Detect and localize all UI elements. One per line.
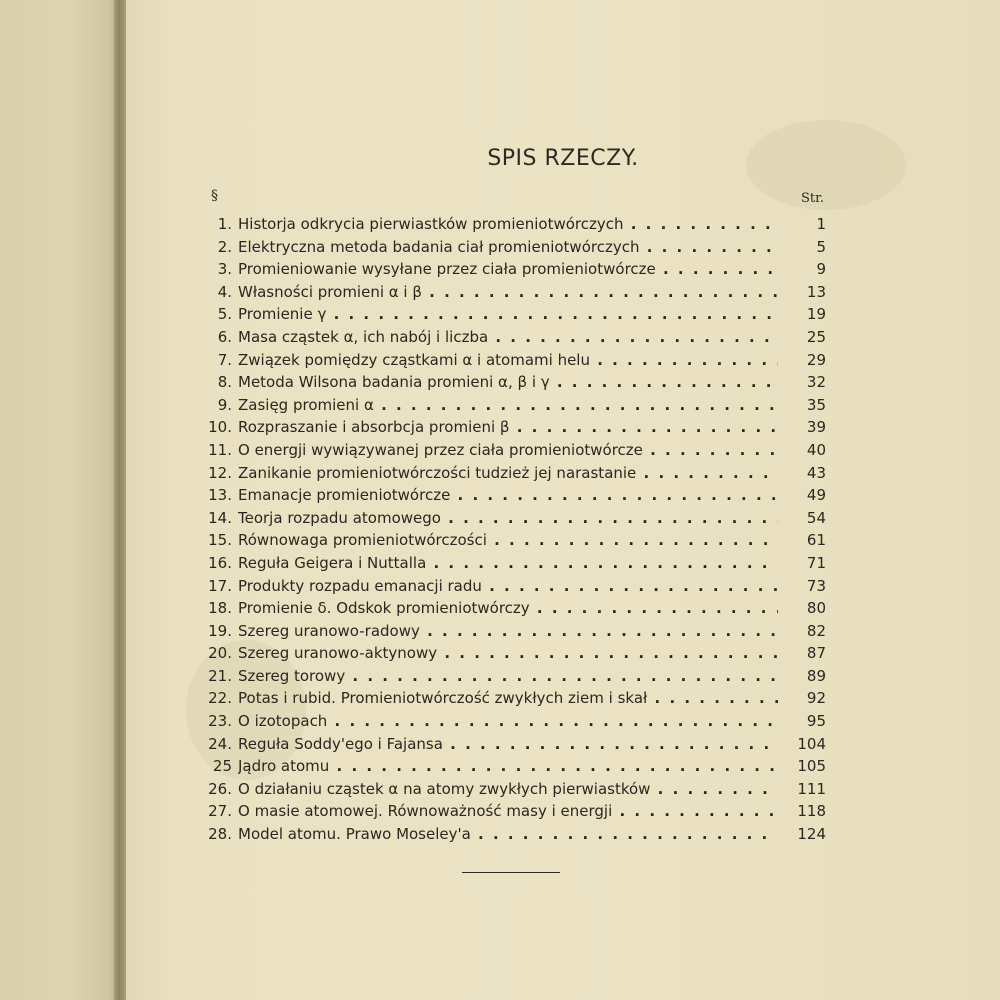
entry-title: Elektryczna metoda badania ciał promieniotwórczych . . . xyxy=(238,236,778,259)
entry-page: 73 xyxy=(806,576,826,595)
toc-entry xyxy=(190,529,826,552)
toc-entry xyxy=(190,281,826,304)
entry-page: 1 xyxy=(816,215,826,233)
toc-entry xyxy=(190,710,826,733)
toc-entry xyxy=(190,258,826,281)
entry-title: Promienie δ. Odskok promieniotwórczy . . . xyxy=(238,597,778,620)
entry-page: 105 xyxy=(797,757,826,776)
entry-number: 4. xyxy=(217,282,232,301)
entry-page: 89 xyxy=(806,666,826,685)
entry-number: 5. xyxy=(217,305,232,324)
entry-number: 19. xyxy=(208,621,232,640)
entry-page: 87 xyxy=(806,644,826,663)
entry-page: 13 xyxy=(806,282,826,301)
page-title: SPIS RZECZY. xyxy=(487,146,639,171)
entry-number: 20. xyxy=(208,644,232,663)
entry-number: 3. xyxy=(217,260,232,279)
entry-title: Produkty rozpadu emanacji radu . . . xyxy=(238,575,778,598)
toc-entry xyxy=(190,620,826,643)
entry-page: 95 xyxy=(806,712,826,731)
entry-title: Promieniowanie wysyłane przez ciała promieniotwórcze . . . xyxy=(238,258,778,281)
toc-entry xyxy=(190,597,826,620)
entry-number: 12. xyxy=(208,463,232,482)
toc-entry xyxy=(190,687,826,710)
entry-page: 5 xyxy=(816,237,826,256)
toc-entry xyxy=(190,800,826,823)
section-symbol: § xyxy=(211,188,218,204)
entry-page: 71 xyxy=(806,553,826,572)
entry-title: Własności promieni α i β . . . xyxy=(238,281,778,304)
entry-page: 19 xyxy=(806,305,826,324)
left-page xyxy=(0,0,118,1000)
entry-page: 49 xyxy=(806,486,826,505)
entry-number: 8. xyxy=(217,373,232,392)
entry-page: 61 xyxy=(806,531,826,550)
entry-page: 124 xyxy=(797,825,826,844)
toc-entry xyxy=(190,371,826,394)
entry-number: 18. xyxy=(208,599,232,618)
entry-number: 2. xyxy=(217,237,232,256)
entry-page: 111 xyxy=(797,779,826,798)
entry-number: 10. xyxy=(208,418,232,437)
entry-page: 40 xyxy=(806,440,826,459)
entry-title: Zanikanie promieniotwórczości tudzież jej narastanie . . . xyxy=(238,462,778,485)
entry-page: 92 xyxy=(806,689,826,708)
entry-title: Model atomu. Prawo Moseley'a . . . xyxy=(238,823,778,846)
entry-page: 82 xyxy=(806,621,826,640)
entry-title: Metoda Wilsona badania promieni α, β i γ . . . xyxy=(238,371,778,394)
entry-title: Reguła Soddy'ego i Fajansa . . . xyxy=(238,733,778,756)
entry-title: O izotopach . . . xyxy=(238,710,778,733)
entry-number: 11. xyxy=(208,440,232,459)
entry-title: O działaniu cząstek α na atomy zwykłych pierwiastków . . . xyxy=(238,778,778,801)
entry-page: 9 xyxy=(816,260,826,279)
entry-title: Reguła Geigera i Nuttalla . . . xyxy=(238,552,778,575)
entry-number: 15. xyxy=(208,531,232,550)
entry-number: 16. xyxy=(208,553,232,572)
toc-entry xyxy=(190,236,826,259)
entry-title: Emanacje promieniotwórcze . . . xyxy=(238,484,778,507)
toc-entry xyxy=(190,552,826,575)
entry-page: 104 xyxy=(797,734,826,753)
entry-page: 118 xyxy=(797,802,826,821)
entry-title: O energji wywiązywanej przez ciała promieniotwórcze . . . xyxy=(238,439,778,462)
entry-number: 28. xyxy=(208,825,232,844)
entry-title: Teorja rozpadu atomowego . . . xyxy=(238,507,778,530)
toc-entry xyxy=(190,349,826,372)
entry-page: 80 xyxy=(806,599,826,618)
entry-page: 32 xyxy=(806,373,826,392)
entry-page: 35 xyxy=(806,395,826,414)
entry-title: Jądro atomu . . . xyxy=(238,755,778,778)
toc-entry xyxy=(190,394,826,417)
toc-entry xyxy=(190,326,826,349)
entry-number: 26. xyxy=(208,779,232,798)
entry-number: 25 xyxy=(212,757,232,776)
toc-entry xyxy=(190,416,826,439)
toc-entry xyxy=(190,484,826,507)
entry-title: Równowaga promieniotwórczości . . . xyxy=(238,529,778,552)
entry-number: 6. xyxy=(217,327,232,346)
entry-number: 22. xyxy=(208,689,232,708)
entry-number: 27. xyxy=(208,802,232,821)
entry-title: Masa cząstek α, ich nabój i liczba . . . xyxy=(238,326,778,349)
entry-title: Rozpraszanie i absorbcja promieni β . . . xyxy=(238,416,778,439)
entry-number: 13. xyxy=(208,486,232,505)
toc-entry xyxy=(190,665,826,688)
entry-page: 25 xyxy=(806,327,826,346)
entry-title: Historja odkrycia pierwiastków promieniotwórczych . . . xyxy=(238,213,778,236)
toc-entry xyxy=(190,462,826,485)
toc-entry xyxy=(190,213,826,236)
entry-number: 17. xyxy=(208,576,232,595)
toc-entry xyxy=(190,778,826,801)
entry-number: 7. xyxy=(217,350,232,369)
toc-entry xyxy=(190,733,826,756)
page-column-header: Str. xyxy=(800,191,824,206)
table-of-contents xyxy=(190,213,826,846)
entry-title: Szereg uranowo-aktynowy . . . xyxy=(238,642,778,665)
entry-number: 21. xyxy=(208,666,232,685)
entry-number: 24. xyxy=(208,734,232,753)
entry-number: 14. xyxy=(208,508,232,527)
entry-title: Szereg uranowo-radowy . . . xyxy=(238,620,778,643)
toc-entry xyxy=(190,439,826,462)
entry-title: Szereg torowy . . . xyxy=(238,665,778,688)
closing-rule xyxy=(462,872,560,873)
entry-number: 9. xyxy=(217,395,232,414)
entry-title: Potas i rubid. Promieniotwórczość zwykłych ziem i skał . . . xyxy=(238,687,778,710)
entry-page: 29 xyxy=(806,350,826,369)
entry-title: Zasięg promieni α . . . xyxy=(238,394,778,417)
toc-entry xyxy=(190,823,826,846)
toc-entry xyxy=(190,575,826,598)
entry-number: 1. xyxy=(217,215,232,233)
entry-title: Promienie γ . . . xyxy=(238,303,778,326)
entry-number: 23. xyxy=(208,712,232,731)
entry-page: 39 xyxy=(806,418,826,437)
entry-page: 43 xyxy=(806,463,826,482)
entry-page: 54 xyxy=(806,508,826,527)
toc-entry xyxy=(190,303,826,326)
toc-entry xyxy=(190,642,826,665)
toc-entry xyxy=(190,507,826,530)
entry-title: O masie atomowej. Równoważność masy i energji . . . xyxy=(238,800,778,823)
toc-entry xyxy=(190,755,826,778)
entry-title: Związek pomiędzy cząstkami α i atomami helu . . . xyxy=(238,349,778,372)
